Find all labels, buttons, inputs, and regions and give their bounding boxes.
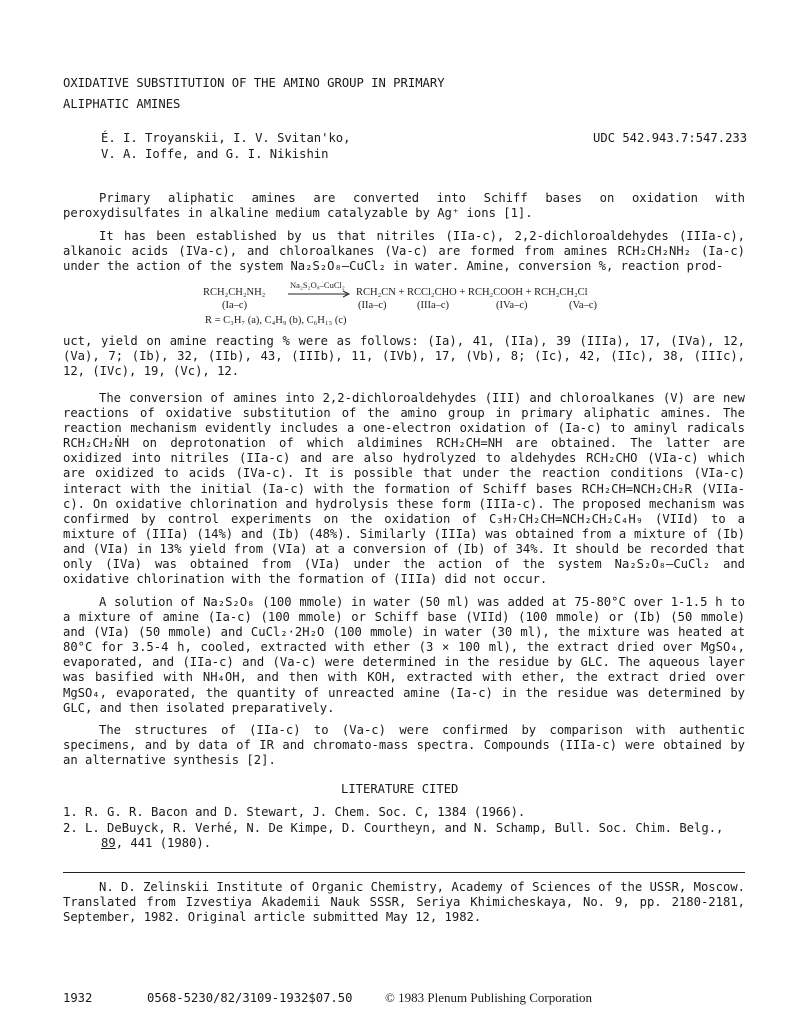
paragraph-5: A solution of Na₂S₂O₈ (100 mmole) in water (50 ml) was added at 75-80°C over 1-1.5 h to a mixture of amine (Ia-c) (100 mmole) or Schiff base (VIId) (100 mmole) or (Ib) (50 mmole) and (VIa) (50 mmole) and CuCl₂·2H₂O (100 mmole) in water (30 ml), the mixture was heated at 80°C for 3.5-4 h, cooled, extracted with ether (3 × 100 ml), the extract dried over MgSO₄, evaporated, and (IIa-c) and (Va-c) were determined in the residue by GLC. The aqueous layer was basified with NH₄OH, and then with KOH, extracted with ether, the extract dried over MgSO₄, evaporated, the quantity of unreacted amine (Ia-c) in the residue was determined by GLC, and then isolated preparatively. — [63, 595, 745, 715]
reaction-arrow-icon — [287, 290, 353, 298]
reference-2-rest: , 441 (1980). — [115, 836, 212, 850]
journal-code: 0568-5230/82/3109-1932$07.50 — [147, 991, 353, 1005]
paragraph-6-block — [63, 723, 745, 768]
reference-2-volume: 89 — [101, 836, 116, 850]
paragraph-4-block — [63, 391, 745, 587]
label-ia-c: (Ia–c) — [222, 300, 248, 311]
paragraph-1: Primary aliphatic amines are converted into Schiff bases on oxidation with peroxydisulfates in alkaline medium catalyzable by Ag⁺ ions [1]. — [63, 191, 745, 221]
footnote-rule — [63, 872, 745, 873]
udc-code: UDC 542.943.7:547.233 — [593, 131, 748, 145]
label-iva-c: (IVa–c) — [496, 300, 528, 311]
paragraph-2: It has been established by us that nitriles (IIa-c), 2,2-dichloroaldehydes (IIIa-c), alkanoic acids (IVa-c), and chloroalkanes (Va-c) are formed from amines RCH₂CH₂NH₂ (Ia-c) under the action of the system Na₂S₂O₈–CuCl₂ in water. Amine, conversion %, reaction prod- — [63, 229, 745, 274]
literature-heading: LITERATURE CITED — [341, 782, 459, 796]
intro-paragraph — [63, 191, 745, 221]
label-iia-c: (IIa–c) — [358, 300, 387, 311]
paragraph-3-block — [63, 334, 745, 379]
copyright: © 1983 Plenum Publishing Corporation — [385, 990, 593, 1005]
authors-line1: É. I. Troyanskii, I. V. Svitan'ko, — [101, 131, 351, 145]
footnote: N. D. Zelinskii Institute of Organic Chemistry, Academy of Sciences of the USSR, Moscow. Translated from Izvestiya Akademii Nauk SSSR, Seriya Khimicheskaya, No. 9, pp. 2180-2181, September, 1982. Original article submitted May 12, 1982. — [63, 880, 745, 925]
r-definition: R = C₃H₇ (a), C₄H₉ (b), C₆H₁₃ (c) — [205, 315, 347, 326]
products: RCH₂CN + RCCl₂CHO + RCH₂COOH + RCH₂CH₂Cl — [356, 287, 588, 298]
reactant: RCH₂CH₂NH₂ — [203, 287, 266, 298]
authors-line2: V. A. Ioffe, and G. I. Nikishin — [101, 147, 329, 161]
label-va-c: (Va–c) — [569, 300, 597, 311]
reagent-above-arrow: Na₂S₂O₈–CuCl₂ — [290, 280, 345, 290]
paragraph-5-block — [63, 595, 745, 716]
paragraph-3: uct, yield on amine reacting % were as follows: (Ia), 41, (IIa), 39 (IIIa), 17, (IVa), 12, (Va), 7; (Ib), 32, (IIb), 43, (IIIb), 11, (IVb), 17, (Vb), 8; (Ic), 42, (IIc), 38, (IIIc), 12, (IVc), 19, (Vc), 12. — [63, 334, 745, 379]
reference-2-line1: 2. L. DeBuyck, R. Verhé, N. De Kimpe, D. Courtheyn, and N. Schamp, Bull. Soc. Chim. Belg., — [63, 821, 724, 835]
label-iiia-c: (IIIa–c) — [417, 300, 450, 311]
reference-2-line2 — [101, 836, 211, 851]
footnote-block — [63, 880, 745, 925]
page-number: 1932 — [63, 991, 93, 1005]
reference-1: 1. R. G. R. Bacon and D. Stewart, J. Chem. Soc. C, 1384 (1966). — [63, 805, 526, 819]
article-title-line2: ALIPHATIC AMINES — [63, 97, 181, 111]
article-title-line1: OXIDATIVE SUBSTITUTION OF THE AMINO GROUP IN PRIMARY — [63, 76, 445, 90]
paragraph-4: The conversion of amines into 2,2-dichloroaldehydes (III) and chloroalkanes (V) are new reactions of oxidative substitution of the amino group in primary aliphatic amines. The reaction mechanism evidently includes a one-electron oxidation of (Ia-c) to aminyl radicals RCH₂CH₂ṄH on deprotonation of which aldimines RCH₂CH=NH are obtained. The latter are oxidized into nitriles (IIa-c) and are also hydrolyzed to aldehydes RCH₂CHO (VIa-c) which are oxidized to acids (IVa-c). It is possible that under the reaction conditions (VIa-c) interact with the initial (Ia-c) with the formation of Schiff bases RCH₂CH=NCH₂CH₂R (VIIa-c). On oxidative chlorination and hydrolysis these form (IIIa-c). The proposed mechanism was confirmed by control experiments on the oxidation of C₃H₇CH₂CH=NCH₂CH₂C₄H₉ (VIId) to a mixture of (IIIa) (14%) and (Ib) (48%). Similarly (IIIa) was obtained from a mixture of (Ib) and (VIa) in 13% yield from (VIa) at a conversion of (Ib) of 34%. It should be recorded that only (IVa) was obtained from (VIa) under the action of the system Na₂S₂O₈–CuCl₂ and oxidative chlorination with the formation of (IIIa) did not occur. — [63, 391, 745, 587]
paragraph-2-block — [63, 229, 745, 274]
paragraph-6: The structures of (IIa-c) to (Va-c) were confirmed by comparison with authentic specimens, and by data of IR and chromato-mass spectra. Compounds (IIIa-c) were obtained by an alternative synthesis [2]. — [63, 723, 745, 768]
